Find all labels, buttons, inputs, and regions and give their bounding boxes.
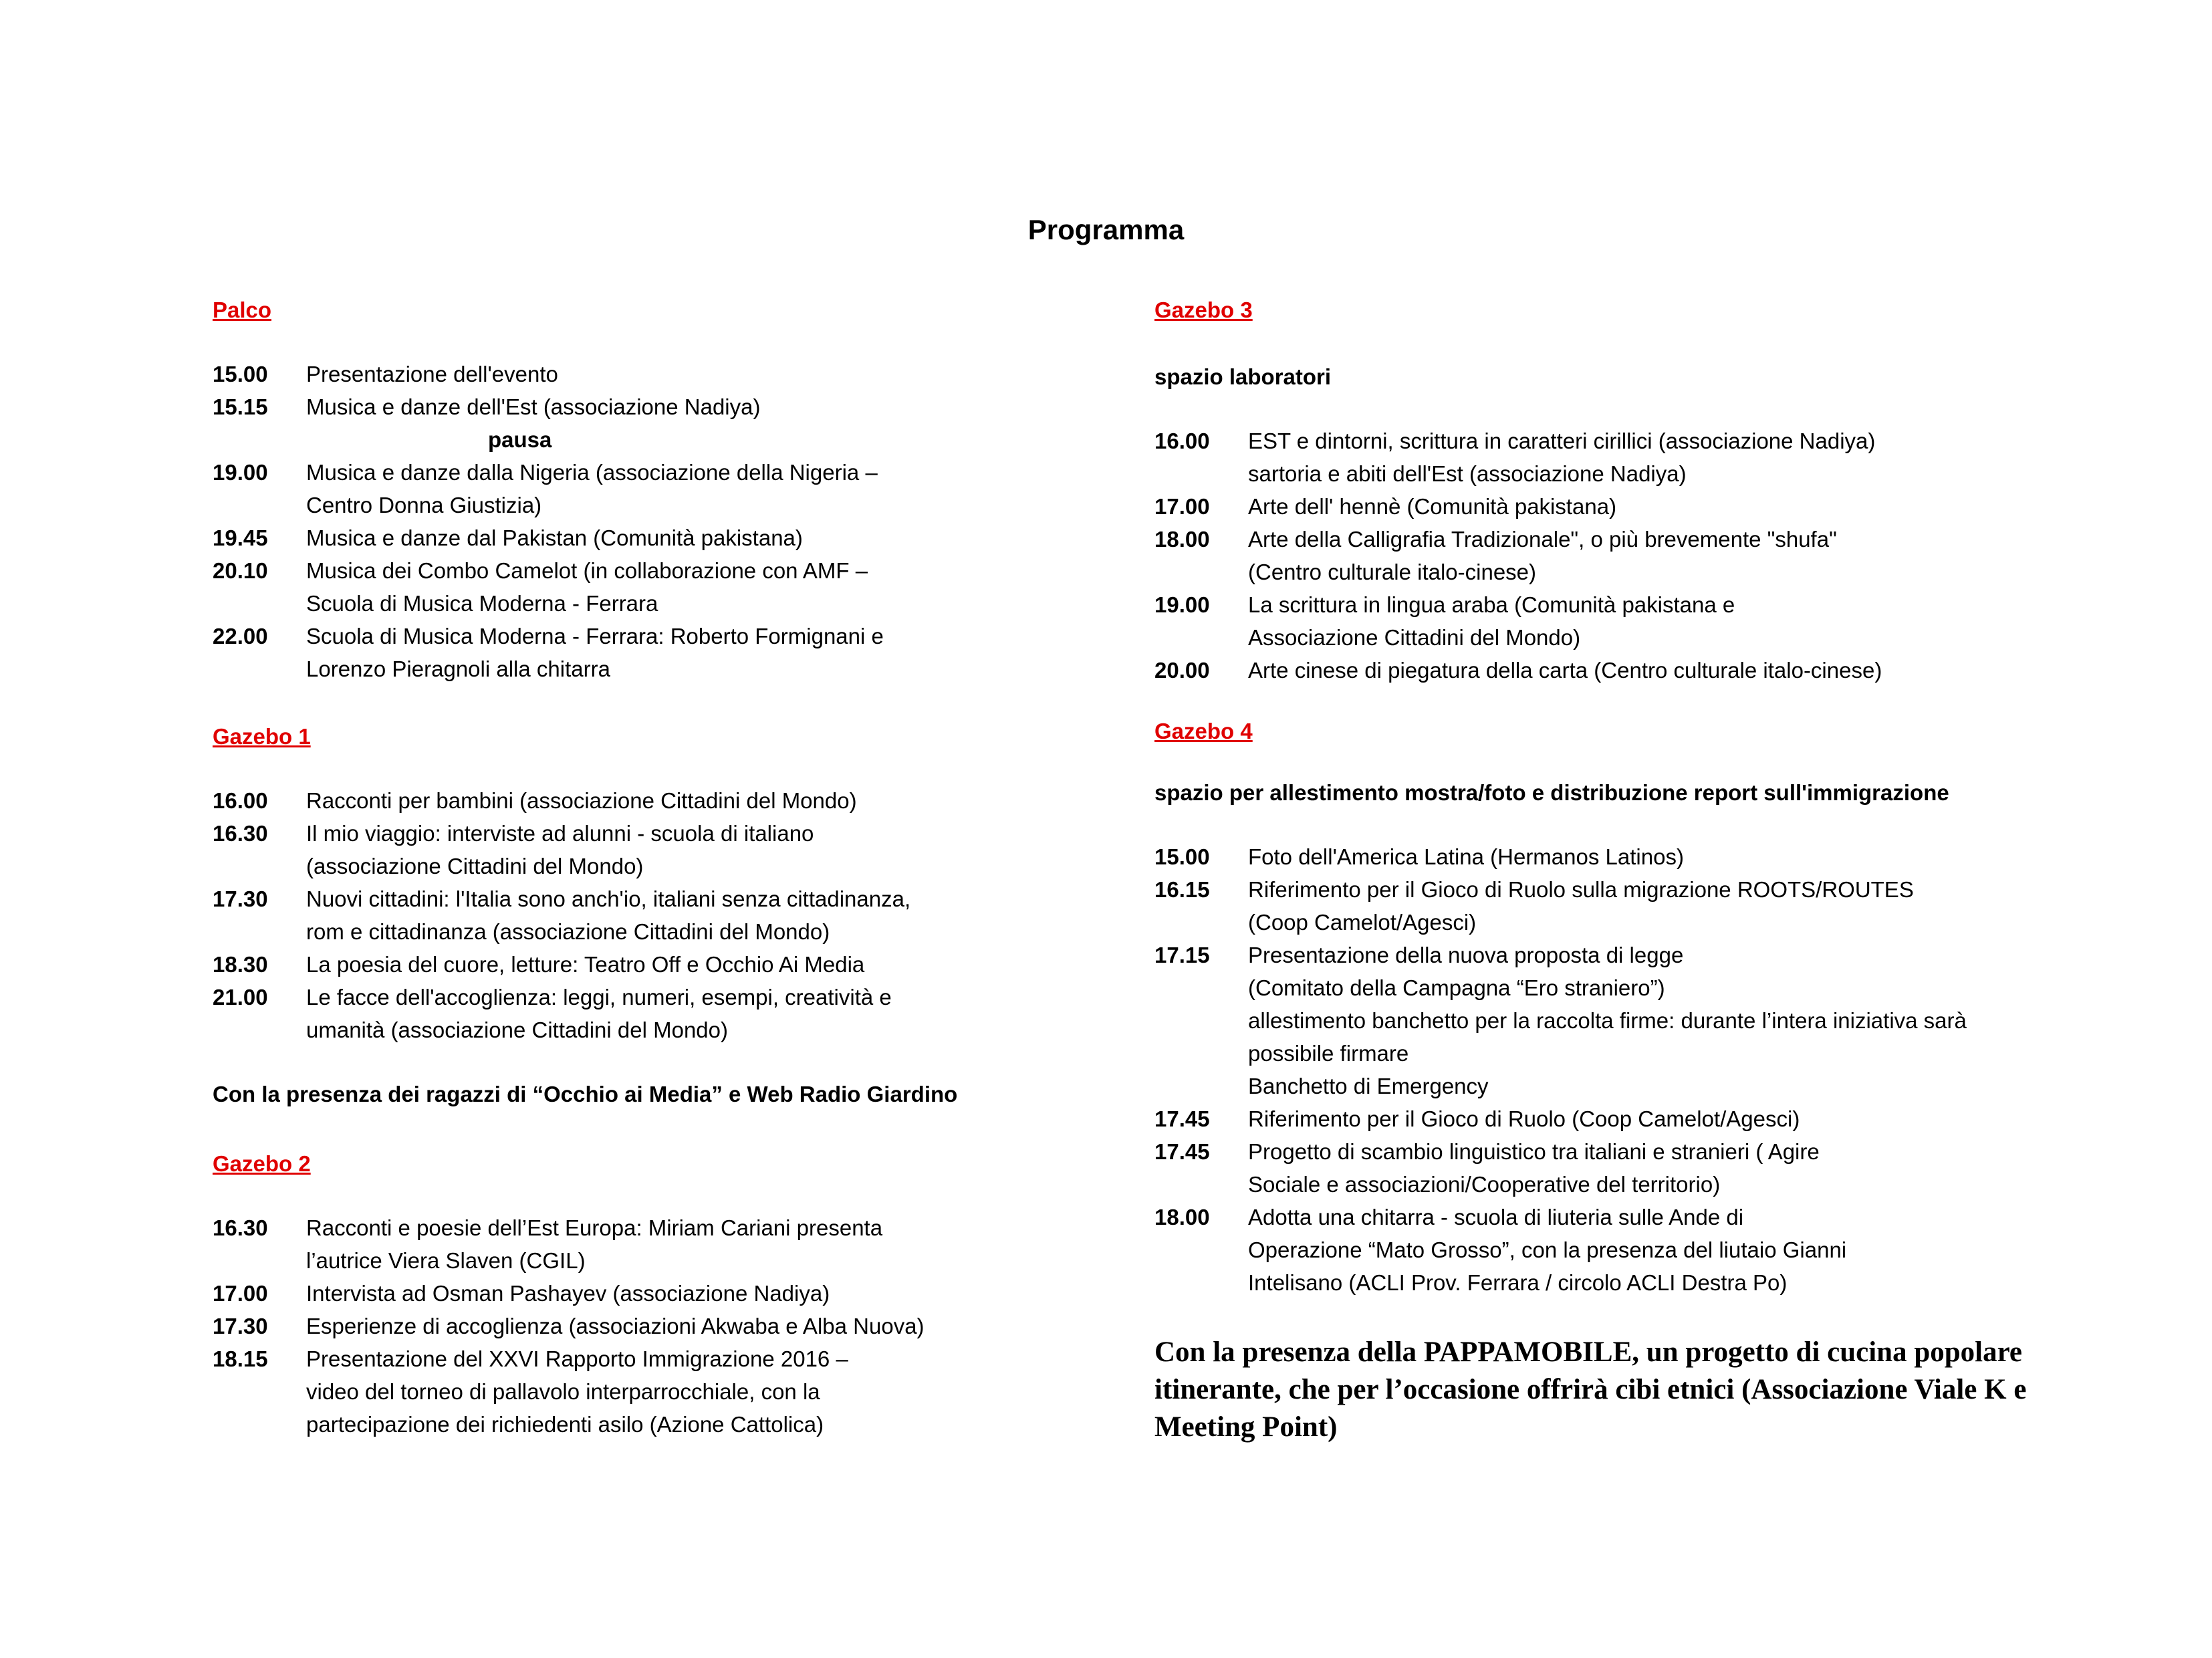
entry-time: 17.15 xyxy=(1154,943,1210,967)
entry-time: 15.00 xyxy=(1154,844,1210,869)
palco-schedule xyxy=(213,358,1135,685)
entry-line: Scuola di Musica Moderna - Ferrara xyxy=(306,591,658,616)
schedule-entry xyxy=(1154,523,2130,588)
entry-line: Presentazione del XXVI Rapporto Immigrazione 2016 – xyxy=(306,1346,848,1371)
entry-line: Musica e danze dell'Est (associazione Nadiya) xyxy=(306,394,761,419)
schedule-entry xyxy=(213,1277,1135,1310)
entry-line: Musica e danze dal Pakistan (Comunità pakistana) xyxy=(306,525,803,550)
entry-time: 17.30 xyxy=(213,886,268,911)
entry-description xyxy=(306,817,1135,882)
schedule-entry xyxy=(213,882,1135,948)
palco-heading: Palco xyxy=(213,298,272,322)
entry-line: (Coop Camelot/Agesci) xyxy=(1248,910,1477,935)
entry-description xyxy=(1248,588,2130,654)
entry-line: Centro Donna Giustizia) xyxy=(306,493,542,517)
entry-line: Associazione Cittadini del Mondo) xyxy=(1248,625,1581,650)
gazebo2-heading: Gazebo 2 xyxy=(213,1151,311,1176)
gazebo4-subheading: spazio per allestimento mostra/foto e distribuzione report sull'immigrazione xyxy=(1154,780,1949,805)
entry-time: 17.00 xyxy=(213,1281,268,1306)
schedule-entry xyxy=(1154,1135,2130,1201)
closing-note: Con la presenza della PAPPAMOBILE, un progetto di cucina popolare itinerante, che per l’occasione offrirà cibi etnici (Associazione Viale K e Meeting Point) xyxy=(1154,1336,2027,1443)
entry-time: 18.30 xyxy=(213,952,268,977)
gazebo4-heading: Gazebo 4 xyxy=(1154,719,1253,743)
schedule-entry xyxy=(213,554,1135,620)
entry-line: Esperienze di accoglienza (associazioni Akwaba e Alba Nuova) xyxy=(306,1314,925,1338)
entry-line: Racconti per bambini (associazione Cittadini del Mondo) xyxy=(306,788,857,813)
entry-time: 18.00 xyxy=(1154,527,1210,552)
page-title: Programma xyxy=(1027,214,1185,245)
entry-line: possibile firmare xyxy=(1248,1041,1409,1066)
entry-description xyxy=(306,554,1135,620)
entry-time: 16.15 xyxy=(1154,877,1210,902)
entry-line: La scrittura in lingua araba (Comunità pakistana e xyxy=(1248,592,1735,617)
entry-description xyxy=(1248,1135,2130,1201)
entry-time: 17.45 xyxy=(1154,1139,1210,1164)
entry-line: (Comitato della Campagna “Ero straniero”) xyxy=(1248,975,1665,1000)
palco-after-pause xyxy=(213,456,1135,685)
schedule-entry xyxy=(1154,654,2130,687)
entry-time: 19.45 xyxy=(213,525,268,550)
schedule-entry xyxy=(1154,939,2130,1102)
entry-time: 17.45 xyxy=(1154,1106,1210,1131)
entry-time: 16.30 xyxy=(213,1215,268,1240)
entry-description xyxy=(306,1277,1135,1310)
schedule-entry xyxy=(213,784,1135,817)
schedule-entry xyxy=(1154,840,2130,873)
entry-line: Arte della Calligrafia Tradizionale", o più brevemente "shufa" xyxy=(1248,527,1837,552)
entry-line: video del torneo di pallavolo interparrocchiale, con la xyxy=(306,1379,820,1404)
entry-description xyxy=(1248,840,2130,873)
entry-time: 16.30 xyxy=(213,821,268,846)
entry-line: Nuovi cittadini: l'Italia sono anch'io, italiani senza cittadinanza, xyxy=(306,886,911,911)
entry-time: 17.00 xyxy=(1154,494,1210,519)
schedule-entry xyxy=(1154,1201,2130,1299)
entry-line: Racconti e poesie dell’Est Europa: Miriam Cariani presenta xyxy=(306,1215,883,1240)
entry-description xyxy=(306,358,1135,390)
entry-line: (Centro culturale italo-cinese) xyxy=(1248,560,1537,584)
schedule-entry xyxy=(213,521,1135,554)
schedule-entry xyxy=(213,1342,1135,1441)
schedule-entry xyxy=(1154,1102,2130,1135)
gazebo3-heading: Gazebo 3 xyxy=(1154,298,1253,322)
entry-line: Intelisano (ACLI Prov. Ferrara / circolo ACLI Destra Po) xyxy=(1248,1270,1788,1295)
entry-line: Foto dell'America Latina (Hermanos Latinos) xyxy=(1248,844,1684,869)
entry-time: 21.00 xyxy=(213,985,268,1010)
schedule-entry xyxy=(1154,873,2130,939)
entry-line: partecipazione dei richiedenti asilo (Azione Cattolica) xyxy=(306,1412,824,1437)
entry-description xyxy=(306,981,1135,1046)
schedule-entry xyxy=(1154,588,2130,654)
schedule-entry xyxy=(213,456,1135,521)
schedule-entry xyxy=(213,1310,1135,1342)
gazebo2-schedule xyxy=(213,1211,1135,1441)
schedule-entry xyxy=(1154,425,2130,490)
entry-line: Adotta una chitarra - scuola di liuteria sulle Ande di xyxy=(1248,1205,1744,1229)
entry-time: 15.00 xyxy=(213,362,268,386)
entry-description xyxy=(1248,654,2130,687)
entry-line: EST e dintorni, scrittura in caratteri cirillici (associazione Nadiya) xyxy=(1248,429,1876,453)
entry-line: Arte dell' hennè (Comunità pakistana) xyxy=(1248,494,1617,519)
entry-description xyxy=(1248,425,2130,490)
schedule-entry xyxy=(1154,490,2130,523)
entry-time: 18.15 xyxy=(213,1346,268,1371)
palco-before-pause xyxy=(213,358,1135,423)
gazebo1-note: Con la presenza dei ragazzi di “Occhio ai Media” e Web Radio Giardino xyxy=(213,1082,958,1106)
entry-time: 20.00 xyxy=(1154,658,1210,683)
schedule-entry xyxy=(213,1211,1135,1277)
entry-time: 16.00 xyxy=(1154,429,1210,453)
entry-line: La poesia del cuore, letture: Teatro Off e Occhio Ai Media xyxy=(306,952,865,977)
entry-line: Il mio viaggio: interviste ad alunni - scuola di italiano xyxy=(306,821,814,846)
entry-description xyxy=(306,456,1135,521)
entry-time: 19.00 xyxy=(1154,592,1210,617)
entry-description xyxy=(306,521,1135,554)
entry-description xyxy=(306,390,1135,423)
gazebo3-subheading: spazio laboratori xyxy=(1154,364,1332,389)
entry-time: 17.30 xyxy=(213,1314,268,1338)
entry-time: 16.00 xyxy=(213,788,268,813)
entry-line: Sociale e associazioni/Cooperative del territorio) xyxy=(1248,1172,1721,1197)
schedule-entry xyxy=(213,948,1135,981)
entry-description xyxy=(306,1310,1135,1342)
entry-line: (associazione Cittadini del Mondo) xyxy=(306,854,644,878)
entry-line: Banchetto di Emergency xyxy=(1248,1074,1489,1098)
schedule-entry xyxy=(213,981,1135,1046)
entry-line: Scuola di Musica Moderna - Ferrara: Roberto Formignani e xyxy=(306,624,884,648)
entry-description xyxy=(306,1342,1135,1441)
entry-line: Operazione “Mato Grosso”, con la presenza del liutaio Gianni xyxy=(1248,1237,1847,1262)
schedule-entry xyxy=(213,620,1135,685)
entry-line: umanità (associazione Cittadini del Mondo) xyxy=(306,1018,728,1042)
entry-line: Progetto di scambio linguistico tra italiani e stranieri ( Agire xyxy=(1248,1139,1820,1164)
entry-line: Le facce dell'accoglienza: leggi, numeri, esempi, creatività e xyxy=(306,985,892,1010)
entry-time: 15.15 xyxy=(213,394,268,419)
entry-line: Lorenzo Pieragnoli alla chitarra xyxy=(306,657,610,681)
entry-description xyxy=(306,1211,1135,1277)
entry-description xyxy=(306,784,1135,817)
entry-line: Musica e danze dalla Nigeria (associazione della Nigeria – xyxy=(306,460,878,485)
entry-line: allestimento banchetto per la raccolta firme: durante l’intera iniziativa sarà xyxy=(1248,1008,1967,1033)
entry-time: 20.10 xyxy=(213,558,268,583)
entry-line: Musica dei Combo Camelot (in collaborazione con AMF – xyxy=(306,558,868,583)
entry-line: sartoria e abiti dell'Est (associazione Nadiya) xyxy=(1248,461,1687,486)
gazebo1-schedule xyxy=(213,784,1135,1046)
gazebo3-schedule xyxy=(1154,425,2130,687)
schedule-entry xyxy=(213,817,1135,882)
entry-description xyxy=(1248,1201,2130,1299)
entry-line: Arte cinese di piegatura della carta (Centro culturale italo-cinese) xyxy=(1248,658,1882,683)
gazebo1-heading: Gazebo 1 xyxy=(213,724,311,749)
entry-time: 18.00 xyxy=(1154,1205,1210,1229)
entry-description xyxy=(1248,873,2130,939)
gazebo4-schedule xyxy=(1154,840,2130,1299)
entry-line: Riferimento per il Gioco di Ruolo sulla migrazione ROOTS/ROUTES xyxy=(1248,877,1914,902)
entry-line: Presentazione dell'evento xyxy=(306,362,558,386)
entry-line: Presentazione della nuova proposta di legge xyxy=(1248,943,1684,967)
pause-label: pausa xyxy=(488,427,552,452)
schedule-entry xyxy=(213,358,1135,390)
schedule-entry xyxy=(213,390,1135,423)
entry-description xyxy=(1248,1102,2130,1135)
entry-line: rom e cittadinanza (associazione Cittadini del Mondo) xyxy=(306,919,830,944)
entry-line: Riferimento per il Gioco di Ruolo (Coop Camelot/Agesci) xyxy=(1248,1106,1800,1131)
entry-description xyxy=(306,948,1135,981)
entry-line: l’autrice Viera Slaven (CGIL) xyxy=(306,1248,586,1273)
entry-line: Intervista ad Osman Pashayev (associazione Nadiya) xyxy=(306,1281,830,1306)
entry-description xyxy=(1248,939,2130,1102)
entry-time: 19.00 xyxy=(213,460,268,485)
entry-description xyxy=(306,620,1135,685)
entry-description xyxy=(1248,523,2130,588)
entry-description xyxy=(1248,490,2130,523)
entry-time: 22.00 xyxy=(213,624,268,648)
entry-description xyxy=(306,882,1135,948)
